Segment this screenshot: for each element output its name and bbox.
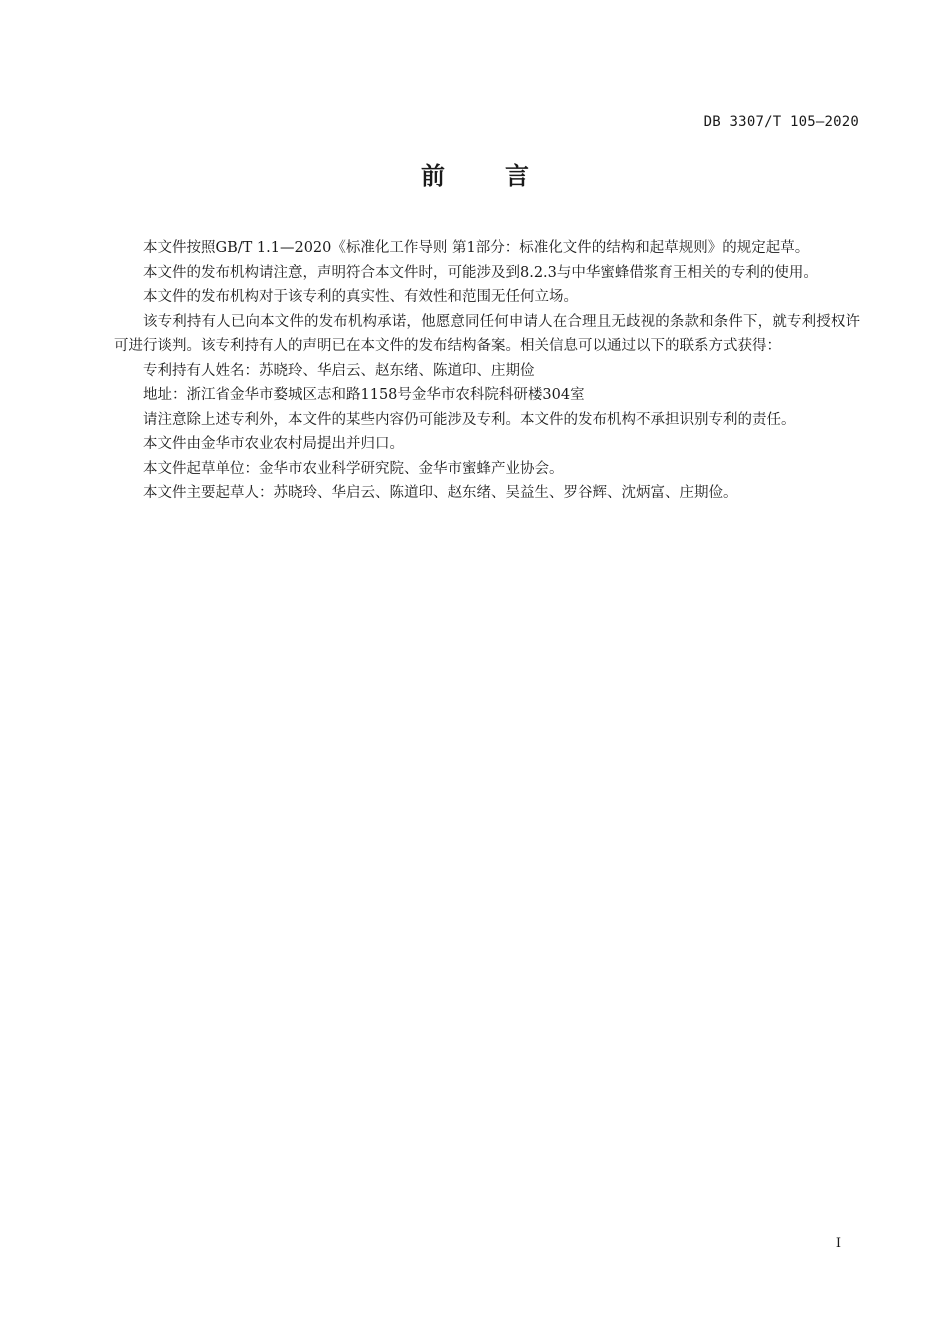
- paragraph-proposer: 本文件由金华市农业农村局提出并归口。: [143, 436, 404, 452]
- page-title-char-2: 言: [505, 162, 529, 190]
- paragraph-other-patents: 请注意除上述专利外，本文件的某些内容仍可能涉及专利。本文件的发布机构不承担识别专利的责任。: [143, 411, 796, 428]
- paragraph-patent-commitment: 该专利持有人已向本文件的发布机构承诺，他愿意同任何申请人在合理且无歧视的条款和条件下，就专利授权许可进行谈判。该专利持有人的声明已在本文件的发布结构备案。相关信息可以通过以下的联系方式获得：: [114, 313, 860, 354]
- paragraph-drafting-rules: 本文件按照GB/T 1.1—2020《标准化工作导则 第1部分：标准化文件的结构和起草规则》的规定起草。: [143, 240, 810, 256]
- paragraph-patent-position: 本文件的发布机构对于该专利的真实性、有效性和范围无任何立场。: [143, 289, 578, 305]
- paragraph-drafting-units: 本文件起草单位：金华市农业科学研究院、金华市蜜蜂产业协会。: [143, 460, 564, 477]
- paragraph-address: 地址：浙江省金华市婺城区志和路1158号金华市农科院科研楼304室: [143, 387, 585, 403]
- document-code: DB 3307/T 105—2020: [703, 114, 859, 130]
- paragraph-drafters: 本文件主要起草人：苏晓玲、华启云、陈道印、赵东绪、吴益生、罗谷辉、沈炳富、庄期俭。: [143, 485, 738, 501]
- paragraph-patent-notice: 本文件的发布机构请注意，声明符合本文件时，可能涉及到8.2.3与中华蜜蜂借浆育王相关的专利的使用。: [143, 264, 818, 281]
- page-title-char-1: 前: [421, 162, 445, 190]
- paragraph-patent-holders: 专利持有人姓名：苏晓玲、华启云、赵东绪、陈道印、庄期俭: [143, 362, 535, 379]
- foreword-body: [114, 236, 860, 506]
- page-title: [0, 156, 950, 191]
- page-number: I: [835, 1236, 841, 1251]
